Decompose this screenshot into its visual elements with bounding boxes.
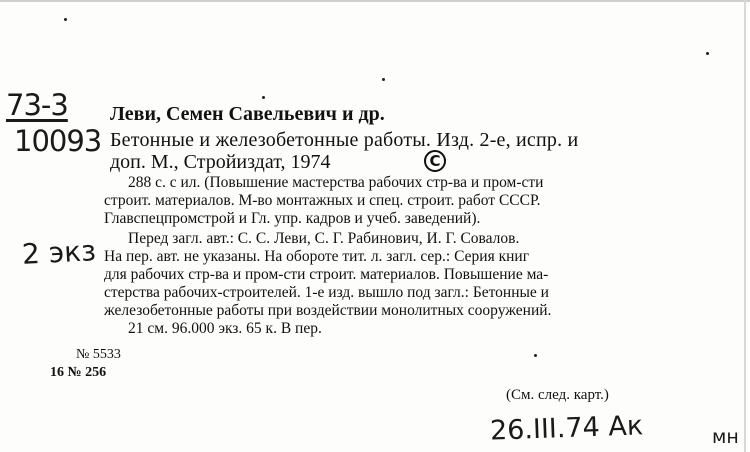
scan-speck [534,354,537,357]
title-line-2: доп. М., Стройиздат, 1974 [110,151,331,173]
copyright-icon: C [424,150,446,172]
card-top-edge [0,0,750,2]
title-line-1: Бетонные и железобетонные работы. Изд. 2-е, испр. и [110,129,579,151]
see-next-card-note: (См. след. карт.) [506,387,609,403]
description-line: строит. материалов. М-во монтажных и спец. строит. работ СССР. [104,192,541,209]
description-line: 21 см. 96.000 экз. 65 к. В пер. [128,320,322,337]
description-line: железобетонные работы при воздействии монолитных сооружений. [104,302,552,319]
author-heading: Леви, Семен Савельевич и др. [110,103,385,125]
description-line: Главспецпромстрой и Гл. упр. кадров и учеб. заведений). [104,210,481,227]
scan-speck [706,52,709,55]
handwritten-copies-note: 2 экз [21,234,97,271]
registry-number: № 5533 [76,347,121,362]
handwritten-date-signature: 26.III.74 Ак [489,410,644,447]
registry-number-secondary: 16 № 256 [50,365,107,380]
description-line: 288 с. с ил. (Повышение мастерства рабочих стр-ва и пром-сти [128,174,544,191]
handwritten-call-number-bottom: 10093 [14,124,102,158]
handwritten-corner-mark: мн [712,426,739,448]
scan-speck [64,18,67,21]
handwritten-call-number-top: 73-3 [6,88,68,122]
scan-speck [382,78,385,81]
scan-speck [262,96,265,99]
description-line: стерства рабочих-строителей. 1-е изд. вышло под загл.: Бетонные и [104,284,549,301]
description-line: Перед загл. авт.: С. С. Леви, С. Г. Рабинович, И. Г. Совалов. [128,230,520,247]
card-right-edge [744,0,746,452]
description-line: для рабочих стр-ва и пром-сти строит. материалов. Повышение ма- [104,266,549,283]
description-line: На пер. авт. не указаны. На обороте тит. л. загл. сер.: Серия книг [104,248,530,265]
